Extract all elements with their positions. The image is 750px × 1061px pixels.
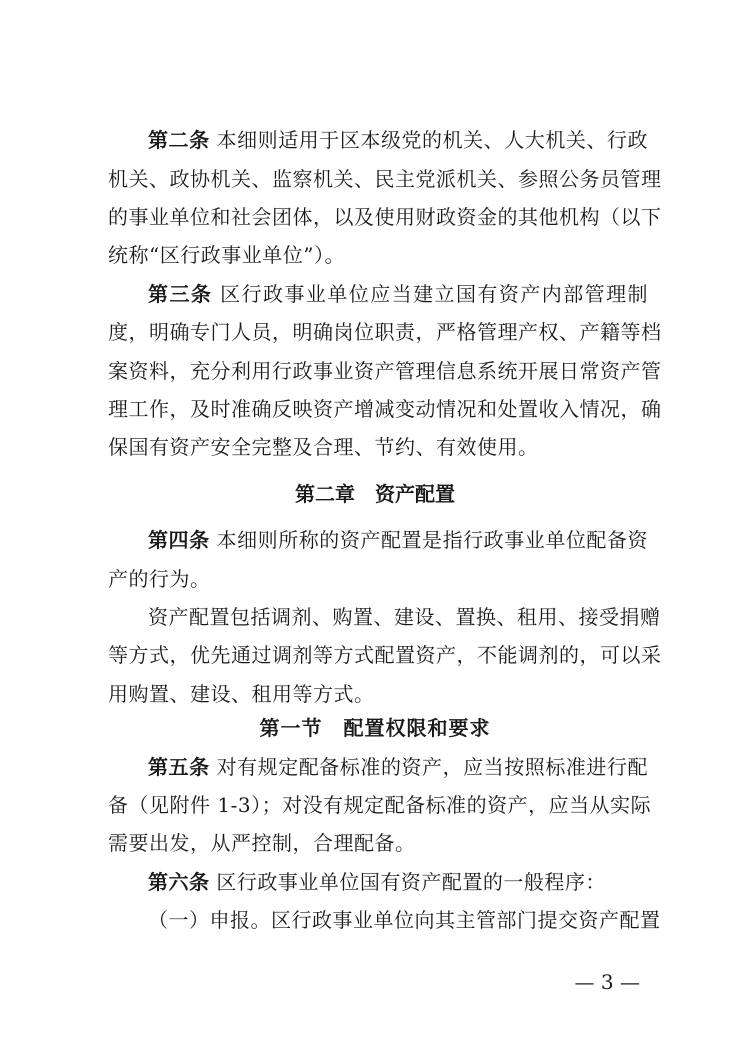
- article-2-line-2: 机关、政协机关、监察机关、民主党派机关、参照公务员管理: [108, 167, 662, 191]
- article-3-line-4: 理工作，及时准确反映资产增减变动情况和处置收入情况，确: [108, 397, 662, 421]
- article-2-text-1: 本细则适用于区本级党的机关、人大机关、行政: [216, 128, 649, 152]
- article-5-line-1: [148, 753, 648, 781]
- article-2-line-1: [148, 126, 648, 154]
- article-2-line-3: 的事业单位和社会团体，以及使用财政资金的其他机构（以下: [108, 205, 662, 229]
- article-5-line-3: 需要出发，从严控制，合理配备。: [108, 831, 416, 855]
- article-3-line-3: 案资料，充分利用行政事业资产管理信息系统开展日常资产管: [108, 359, 662, 383]
- article-4-text-1: 本细则所称的资产配置是指行政事业单位配备资: [216, 528, 649, 552]
- article-6-line-1: [148, 868, 648, 896]
- config-paragraph-line-3: 用购置、建设、租用等方式。: [108, 682, 375, 706]
- item-1-line-1: （一）申报。区行政事业单位向其主管部门提交资产配置: [148, 908, 661, 932]
- config-paragraph-line-1: 资产配置包括调剂、购置、建设、置换、租用、接受捐赠: [148, 605, 661, 629]
- article-5-label: 第五条: [148, 755, 210, 779]
- article-2-line-4: 统称“区行政事业单位”）。: [108, 243, 345, 267]
- section-1-heading: 第一节 配置权限和要求: [259, 716, 491, 740]
- page-number: — 3 —: [574, 970, 640, 994]
- article-6-text-1: 区行政事业单位国有资产配置的一般程序：: [216, 870, 606, 894]
- article-4-line-1: [148, 526, 648, 554]
- article-3-label: 第三条: [148, 282, 213, 306]
- article-5-text-1: 对有规定配备标准的资产，应当按照标准进行配: [216, 755, 649, 779]
- article-3-text-1: 区行政事业单位应当建立国有资产内部管理制: [220, 282, 649, 306]
- article-5-line-2: 备（见附件 1-3）；对没有规定配备标准的资产，应当从实际: [108, 793, 652, 817]
- article-6-label: 第六条: [148, 870, 210, 894]
- article-3-line-1: [148, 280, 648, 308]
- article-4-line-2: 产的行为。: [108, 567, 211, 591]
- config-paragraph-line-2: 等方式，优先通过调剂等方式配置资产，不能调剂的，可以采: [108, 643, 662, 667]
- article-3-line-2: 度，明确专门人员，明确岗位职责，严格管理产权、产籍等档: [108, 320, 662, 344]
- article-4-label: 第四条: [148, 528, 210, 552]
- article-2-label: 第二条: [148, 128, 210, 152]
- article-3-line-5: 保国有资产安全完整及合理、节约、有效使用。: [108, 435, 539, 459]
- chapter-2-heading: 第二章 资产配置: [295, 482, 455, 506]
